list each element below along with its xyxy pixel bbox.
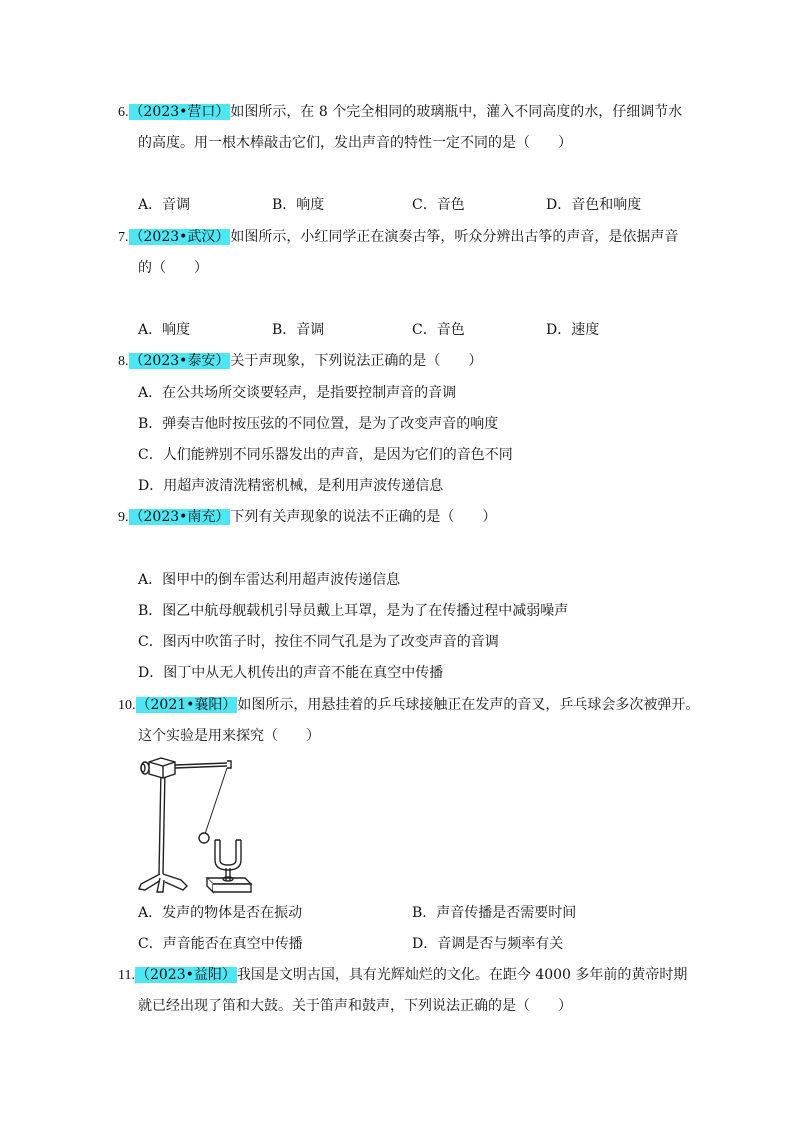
option-b: B．响度 [272,197,325,213]
question-number: 6. [118,105,129,120]
question-number: 10. [118,698,136,713]
question-source-tag: （2023•武汉） [129,229,230,245]
question-text: 如图所示，在 8 个完全相同的玻璃瓶中，灌入不同高度的水，仔细调节水 [230,104,683,120]
option-d: D．音色和响度 [546,197,642,213]
question-8-line-1 [118,352,482,371]
option-d: D．速度 [546,322,600,338]
option-b: B．音调 [272,322,325,338]
option-a: A．音调 [138,197,191,213]
option-b: B．声音传播是否需要时间 [412,905,577,921]
option-d: D．用超声波清洗精密机械，是利用声波传递信息 [138,478,444,494]
question-text: 下列有关声现象的说法不正确的是（ ） [230,509,497,525]
question-number: 7. [118,230,129,245]
question-9-line-1 [118,508,496,527]
option-d: D．音调是否与频率有关 [412,936,564,952]
question-7-line-1 [118,228,678,247]
question-10-line-1 [118,696,699,715]
question-text: 如图所示，用悬挂着的乒乓球接触正在发声的音叉，乒乓球会多次被弹开。 [237,697,700,713]
option-c: C．图丙中吹笛子时，按住不同气孔是为了改变声音的音调 [138,634,499,650]
option-a: A．响度 [138,322,191,338]
tuning-fork-pendulum-apparatus-icon [135,756,255,896]
option-b: B．图乙中航母舰载机引导员戴上耳罩，是为了在传播过程中减弱噪声 [138,603,569,619]
option-a: A．发声的物体是否在振动 [138,905,303,921]
question-text: 如图所示，小红同学正在演奏古筝，听众分辨出古筝的声音，是依据声音 [230,229,679,245]
option-c: C．音色 [412,322,465,338]
option-a: A．在公共场所交谈要轻声，是指要控制声音的音调 [138,385,457,401]
option-c: C．声音能否在真空中传播 [138,936,303,952]
question-number: 8. [118,354,129,369]
option-b: B．弹奏吉他时按压弦的不同位置，是为了改变声音的响度 [138,416,499,432]
question-6-line-2: 的高度。用一根木棒敲击它们，发出声音的特性一定不同的是（ ） [138,135,572,151]
question-source-tag: （2021•襄阳） [136,697,237,713]
question-10-line-2: 这个实验是用来探究（ ） [138,728,320,744]
option-a: A．图甲中的倒车雷达利用超声波传递信息 [138,572,401,588]
question-number: 9. [118,510,129,525]
question-6-line-1 [118,103,682,122]
question-11-line-1 [118,966,687,985]
question-source-tag: （2023•营口） [129,104,230,120]
question-source-tag: （2023•泰安） [129,353,230,369]
option-c: C．人们能辨别不同乐器发出的声音，是因为它们的音色不同 [138,447,513,463]
question-7-line-2: 的（ ） [138,260,208,276]
question-number: 11. [118,968,135,983]
question-source-tag: （2023•南充） [129,509,230,525]
question-source-tag: （2023•益阳） [135,967,236,983]
option-c: C．音色 [412,197,465,213]
question-text: 我国是文明古国，具有光辉灿烂的文化。在距今 4000 多年前的黄帝时期 [236,967,688,983]
question-11-line-2: 就已经出现了笛和大鼓。关于笛声和鼓声，下列说法正确的是（ ） [138,998,572,1014]
option-d: D．图丁中从无人机传出的声音不能在真空中传播 [138,665,444,681]
question-text: 关于声现象，下列说法正确的是（ ） [230,353,483,369]
